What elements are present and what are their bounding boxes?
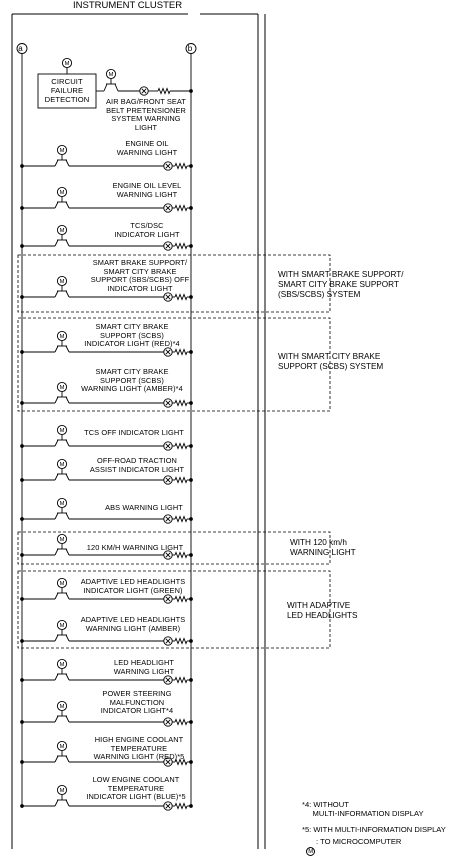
junction-dot (21, 518, 24, 521)
junction-dot (190, 518, 193, 521)
light-label-scbs-red: SMART CITY BRAKE SUPPORT (SCBS) INDICATOR LIGHT (RED)*4 (84, 322, 180, 349)
sbs-scbs-off-switch-leg (55, 291, 58, 297)
light-label-high-coolant: HIGH ENGINE COOLANT TEMPERATURE WARNING LIGHT (RED)*5 (93, 735, 185, 762)
light-label-off-road: OFF-ROAD TRACTION ASSIST INDICATOR LIGHT (89, 456, 185, 474)
airbag-leg (104, 84, 107, 91)
group-label-adaptive-led: WITH ADAPTIVE LED HEADLIGHTS (287, 601, 358, 620)
led-headlight-switch-leg (66, 674, 69, 680)
resistor-icon (175, 678, 187, 683)
120kmh-switch-leg (66, 549, 69, 555)
junction-dot (21, 402, 24, 405)
scbs-amber-switch-leg (66, 397, 69, 403)
junction-dot (190, 296, 193, 299)
motor-letter: M (59, 788, 65, 795)
junction-dot (21, 445, 24, 448)
sbs-scbs-off-switch-leg (66, 291, 69, 297)
light-label-scbs-amber: SMART CITY BRAKE SUPPORT (SCBS) WARNING LIGHT (AMBER)*4 (81, 367, 183, 394)
junction-dot (21, 207, 24, 210)
light-label-abs: ABS WARNING LIGHT (105, 503, 183, 512)
low-coolant-switch-leg (55, 800, 58, 806)
light-label-low-coolant: LOW ENGINE COOLANT TEMPERATURE INDICATOR LIGHT (BLUE)*5 (86, 775, 186, 802)
120kmh-switch-leg (55, 549, 58, 555)
motor-letter: M (59, 581, 65, 588)
terminal-a-letter: a (18, 43, 23, 53)
motor-letter: M (59, 623, 65, 630)
adaptive-green-switch-leg (55, 593, 58, 599)
junction-dot (190, 351, 193, 354)
group-label-120kmh: WITH 120 km/h WARNING LIGHT (290, 538, 356, 557)
junction-dot (190, 207, 193, 210)
abs-switch-leg (66, 513, 69, 519)
light-label-tcs-off: TCS OFF INDICATOR LIGHT (84, 428, 184, 437)
power-steering-switch-leg (66, 716, 69, 722)
led-headlight-switch-leg (55, 674, 58, 680)
group-label-sbs-scbs: WITH SMART BRAKE SUPPORT/ SMART CITY BRAKE SUPPORT (SBS/SCBS) SYSTEM (278, 270, 404, 299)
light-label-airbag: AIR BAG/FRONT SEAT BELT PRETENSIONER SYSTEM WARNING LIGHT (106, 97, 186, 132)
adaptive-amber-switch-leg (66, 635, 69, 641)
engine-oil-switch-leg (55, 160, 58, 166)
resistor-icon (175, 553, 187, 558)
motor-letter: M (108, 72, 114, 79)
group-label-scbs: WITH SMART CITY BRAKE SUPPORT (SCBS) SYSTEM (278, 352, 384, 371)
motor-letter: M (59, 385, 65, 392)
motor-letter: M (59, 148, 65, 155)
motor-letter: M (59, 744, 65, 751)
resistor-icon (175, 639, 187, 644)
tcs-dsc-switch-leg (66, 240, 69, 246)
motor-letter: M (59, 190, 65, 197)
resistor-icon (175, 164, 187, 169)
junction-dot (21, 245, 24, 248)
motor-letter: M (59, 228, 65, 235)
tcs-off-switch-leg (66, 440, 69, 446)
junction-dot (190, 805, 193, 808)
adaptive-green-switch-leg (66, 593, 69, 599)
footnote-4: *4: WITHOUT MULTI-INFORMATION DISPLAY (302, 800, 424, 818)
motor-icon: M (308, 849, 314, 855)
circuit-failure-detection-label: CIRCUIT FAILURE DETECTION (44, 77, 90, 104)
low-coolant-switch-leg (66, 800, 69, 806)
motor-letter: M (64, 61, 70, 68)
light-label-power-steering: POWER STEERING MALFUNCTION INDICATOR LIGHT*4 (100, 689, 174, 716)
high-coolant-switch-leg (55, 756, 58, 762)
microcomputer-symbol (302, 837, 315, 856)
diagram-title: INSTRUMENT CLUSTER (73, 0, 183, 11)
high-coolant-switch-leg (66, 756, 69, 762)
light-label-tcs-dsc: TCS/DSC INDICATOR LIGHT (114, 221, 180, 239)
junction-dot (190, 90, 193, 93)
motor-letter: M (59, 662, 65, 669)
resistor-icon (158, 89, 170, 94)
motor-letter: M (59, 428, 65, 435)
adaptive-amber-switch-leg (55, 635, 58, 641)
motor-letter: M (59, 537, 65, 544)
junction-dot (21, 554, 24, 557)
scbs-red-switch-leg (55, 346, 58, 352)
resistor-icon (175, 401, 187, 406)
light-label-sbs-scbs-off: SMART BRAKE SUPPORT/ SMART CITY BRAKE SUPPORT (SBS/SCBS) OFF INDICATOR LIGHT (90, 258, 190, 293)
resistor-icon (175, 295, 187, 300)
motor-letter: M (59, 704, 65, 711)
resistor-icon (175, 720, 187, 725)
resistor-icon (175, 517, 187, 522)
motor-letter: M (59, 279, 65, 286)
off-road-switch-leg (66, 474, 69, 480)
junction-dot (190, 554, 193, 557)
resistor-icon (175, 244, 187, 249)
junction-dot (190, 721, 193, 724)
light-label-engine-oil: ENGINE OIL WARNING LIGHT (116, 139, 178, 157)
tcs-off-switch-leg (55, 440, 58, 446)
light-label-led-headlight: LED HEADLIGHT WARNING LIGHT (113, 658, 175, 676)
junction-dot (21, 679, 24, 682)
junction-dot (190, 640, 193, 643)
junction-dot (190, 679, 193, 682)
junction-dot (21, 598, 24, 601)
resistor-icon (175, 350, 187, 355)
motor-letter: M (59, 501, 65, 508)
tcs-dsc-switch-leg (55, 240, 58, 246)
resistor-icon (175, 444, 187, 449)
light-label-adaptive-green: ADAPTIVE LED HEADLIGHTS INDICATOR LIGHT (GREEN) (80, 577, 186, 595)
footnote-micro: : TO MICROCOMPUTER (316, 837, 402, 846)
off-road-switch-leg (55, 474, 58, 480)
light-label-120kmh: 120 KM/H WARNING LIGHT (86, 543, 184, 552)
junction-dot (190, 245, 193, 248)
motor-letter: M (59, 334, 65, 341)
junction-dot (21, 165, 24, 168)
footnote-5: *5: WITH MULTI-INFORMATION DISPLAY (302, 825, 446, 834)
light-label-adaptive-amber: ADAPTIVE LED HEADLIGHTS WARNING LIGHT (AMBER) (80, 615, 186, 633)
junction-dot (21, 721, 24, 724)
junction-dot (190, 445, 193, 448)
resistor-icon (175, 478, 187, 483)
scbs-red-switch-leg (66, 346, 69, 352)
terminal-b-letter: b (187, 43, 193, 53)
junction-dot (190, 479, 193, 482)
engine-oil-level-switch-leg (66, 202, 69, 208)
light-label-engine-oil-level: ENGINE OIL LEVEL WARNING LIGHT (112, 181, 182, 199)
junction-dot (190, 402, 193, 405)
power-steering-switch-leg (55, 716, 58, 722)
resistor-icon (175, 597, 187, 602)
junction-dot (21, 296, 24, 299)
motor-letter: M (59, 462, 65, 469)
junction-dot (21, 479, 24, 482)
engine-oil-switch-leg (66, 160, 69, 166)
junction-dot (21, 805, 24, 808)
junction-dot (21, 640, 24, 643)
junction-dot (190, 761, 193, 764)
junction-dot (190, 165, 193, 168)
abs-switch-leg (55, 513, 58, 519)
resistor-icon (175, 206, 187, 211)
resistor-icon (175, 804, 187, 809)
engine-oil-level-switch-leg (55, 202, 58, 208)
junction-dot (21, 351, 24, 354)
scbs-amber-switch-leg (55, 397, 58, 403)
junction-dot (21, 761, 24, 764)
airbag-leg (115, 84, 118, 91)
junction-dot (190, 598, 193, 601)
